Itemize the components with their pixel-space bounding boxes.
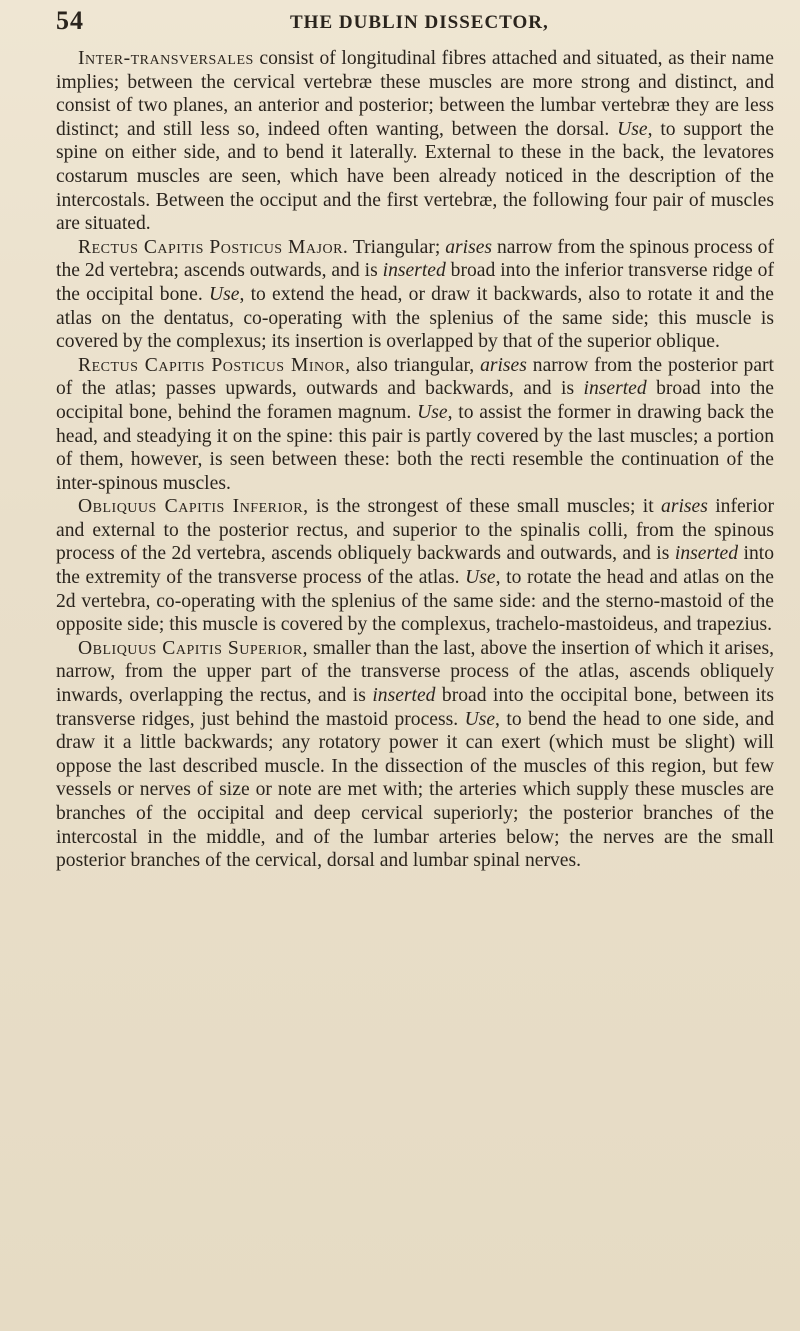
paragraph-text: is the strongest of these small muscles; it [308,496,662,518]
body-text [56,47,774,873]
italic-text: Use [465,567,496,589]
paragraph-text: into the extremity of the transverse process of the atlas. [56,543,775,589]
paragraph-lead: Inter-transversales [78,48,254,69]
paragraph-text: , to bend the head to one side, and draw it a little backwards; any rotatory power it can exert (which must be slight) will oppose the last described muscle. In the dissection of the muscles of this region, but few vessels or nerves of size or note are met with; the arteries which supply these muscles are branches of the occipital and deep cervical superiorly; the posterior branches of the intercostal in the middle, and of the lumbar arteries below; the nerves are the small posterior branches of the cervical, dorsal and lumbar spinal nerves. [56,708,774,872]
paragraph [56,236,774,354]
paragraph-text: also triangular, [350,354,481,376]
paragraph-lead: Obliquus Capitis Inferior, [78,496,309,518]
paragraph-text: , to rotate the head and atlas on the 2d vertebra, co-operating with the splenius of the same side: and the sterno-mastoid of the opposite side; this muscle is covered by the complexus, trachelo-mastoideus, and trapezius. [56,567,774,636]
italic-text: Use [417,401,448,423]
paragraph [56,47,774,236]
paragraph-text: narrow from the spinous process of the 2d vertebra; ascends outwards, and is [56,236,774,282]
italic-text: arises [445,236,493,258]
running-title: THE DUBLIN DISSECTOR, [290,12,549,33]
paragraph-text: narrow from the posterior part of the atlas; passes upwards, outwards and backwards, and is [56,354,775,400]
paragraph-text: broad into the inferior transverse ridge of the occipital bone. [56,260,774,305]
paragraph-lead: Rectus Capitis Posticus Major. [78,236,349,258]
paragraph-lead: Rectus Capitis Posticus Minor, [78,354,351,376]
paragraph-lead: Obliquus Capitis Superior, [78,637,309,659]
paragraph-text: smaller than the last, above the insertion of which it arises, narrow, from the upper part of the transverse process of the atlas, ascends obliquely inwards, overlapping the rectus, and is [56,637,775,707]
paragraph-text: , to support the spine on either side, and to bend it laterally. External to these in the back, the levatores costarum muscles are seen, which have been already noticed in the description of the intercostals. Between the occiput and the first vertebræ, the following four pair of muscles are situated. [56,118,774,235]
paragraph-text: inferior and external to the posterior rectus, and superior to the spinalis colli, from the spinous process of the 2d vertebra, ascends obliquely backwards and outwards, and is [56,496,774,565]
paragraph [56,354,774,496]
paragraph [56,495,774,637]
paragraph-text: , to assist the former in drawing back the head, and steadying it on the spine: this pair is partly covered by the last muscles; a portion of them, however, is seen between these: both the recti resemble the continuation of the inter-spinous muscles. [56,401,774,494]
paragraph-text: Triangular; [348,236,446,258]
italic-text: arises [480,354,527,376]
page-header [0,6,800,46]
italic-text: inserted [583,378,647,400]
paragraph-text: broad into the occipital bone, between its transverse ridges, just behind the mastoid process. [56,685,775,730]
italic-text: Use [464,708,496,730]
italic-text: inserted [382,260,446,282]
paragraph-text: consist of longitudinal fibres attached and situated, as their name implies; between the cervical vertebræ these muscles are more strong and distinct, and consist of two planes, an anterior and posterior; between the lumbar vertebræ they are less distinct; and still less so, indeed often wanting, between the dorsal. [56,48,774,140]
italic-text: inserted [372,685,436,707]
italic-text: Use [208,283,240,305]
italic-text: inserted [674,543,739,565]
paragraph-text: broad into the occipital bone, behind the foramen magnum. [56,378,774,423]
paragraph-text: , to extend the head, or draw it backwards, also to rotate it and the atlas on the dentatus, co-operating with the splenius of the same side; this muscle is covered by the complexus; its insertion is overlapped by that of the superior oblique. [56,283,774,353]
italic-text: arises [661,496,708,518]
paragraph [56,637,774,873]
italic-text: Use [617,118,648,140]
page-number: 54 [56,6,84,35]
